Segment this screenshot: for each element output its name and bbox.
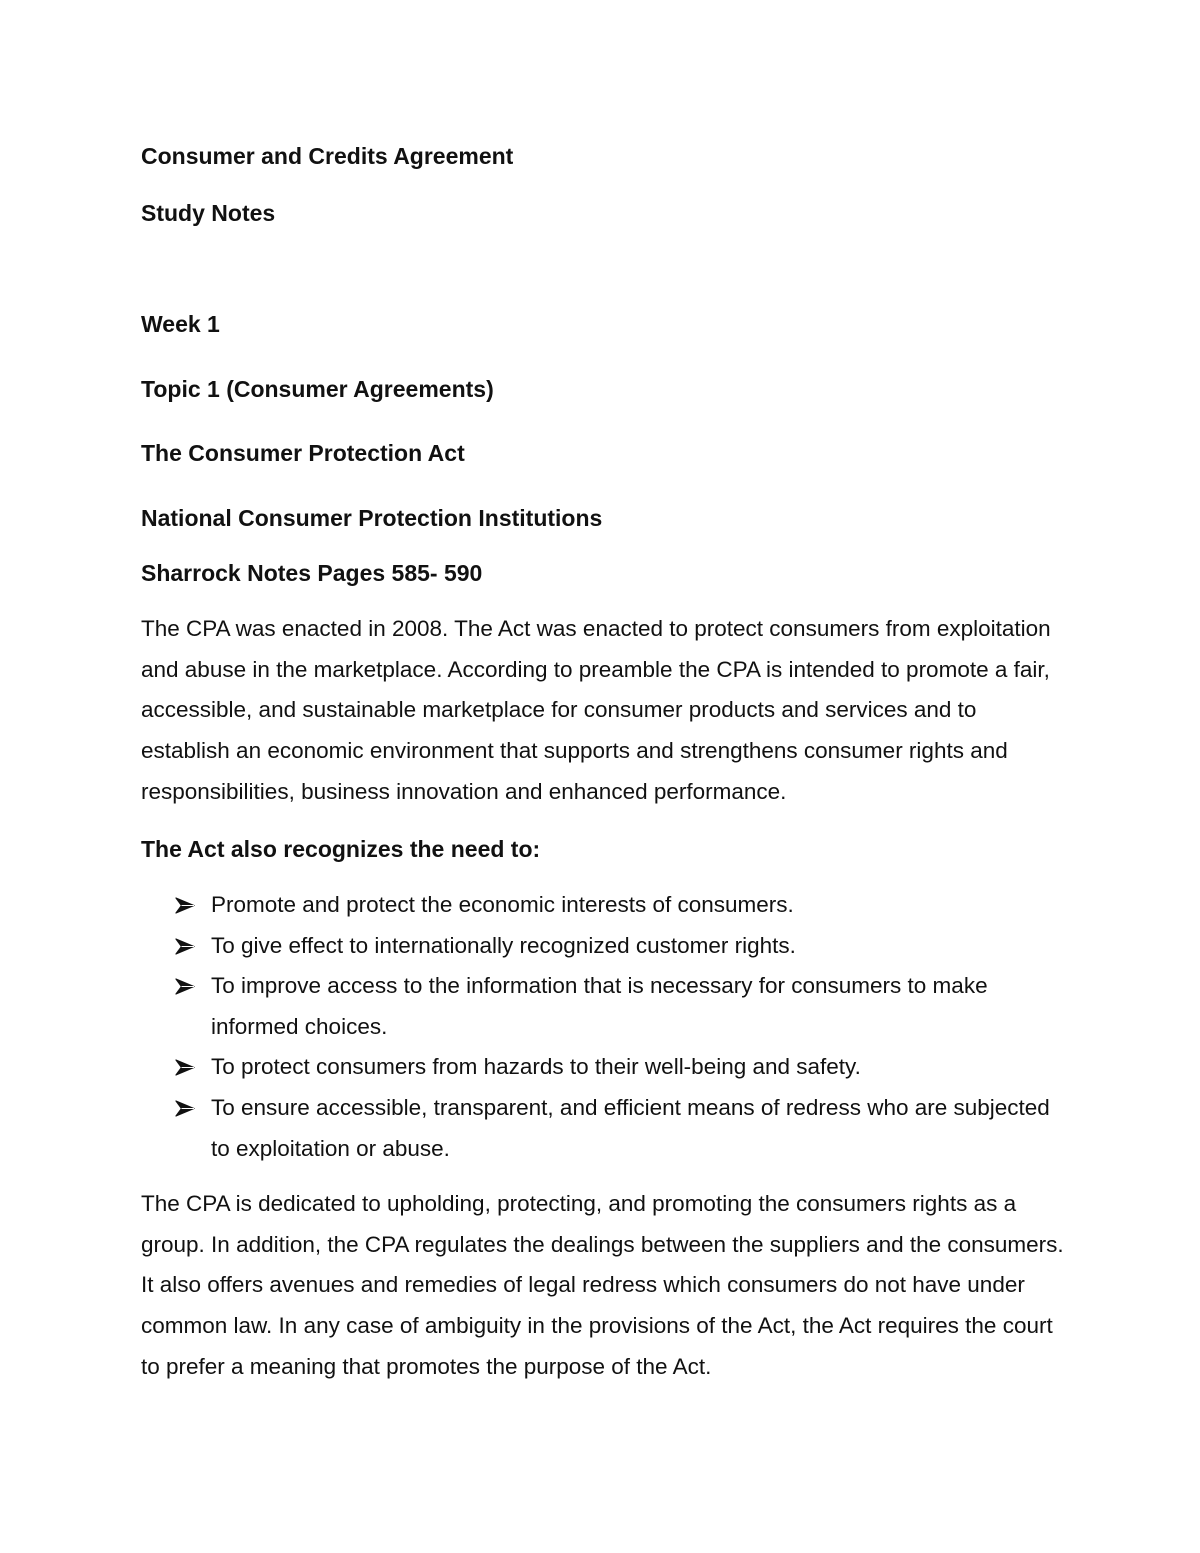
institutions-heading: National Consumer Protection Institutions xyxy=(141,505,603,531)
needs-list xyxy=(175,885,1055,1169)
reference-heading: Sharrock Notes Pages 585- 590 xyxy=(141,560,483,586)
arrow-bullet-icon xyxy=(175,926,197,966)
act-heading: The Consumer Protection Act xyxy=(141,440,465,466)
closing-paragraph-text: The CPA is dedicated to upholding, protecting, and promoting the consumers rights as a group. In addition, the CPA regulates the dealings between the suppliers and the consumers. It also offers avenues and remedies of legal redress which consumers do not have under common law. In any case of ambiguity in the provisions of the Act, the Act requires the court to prefer a meaning that promotes the purpose of the Act. xyxy=(141,1191,1064,1379)
needs-list-item xyxy=(175,926,1055,967)
week-heading: Week 1 xyxy=(141,311,220,337)
needs-list-item-text: To ensure accessible, transparent, and efficient means of redress who are subjected to exploitation or abuse. xyxy=(211,1094,1050,1161)
arrow-bullet-icon xyxy=(175,1088,197,1128)
needs-list-item-text: To improve access to the information that is necessary for consumers to make informed choices. xyxy=(211,973,988,1039)
arrow-bullet-icon xyxy=(175,966,197,1006)
needs-list-item xyxy=(175,1088,1055,1169)
intro-paragraph-text: The CPA was enacted in 2008. The Act was enacted to protect consumers from exploitation and abuse in the marketplace. According to preamble the CPA is intended to promote a fair, accessible, and sustainable marketplace for consumer products and services and to establish an economic environment that supports and strengthens consumer rights and responsibilities, business innovation and enhanced performance. xyxy=(141,616,1051,804)
needs-heading: The Act also recognizes the need to: xyxy=(141,836,541,862)
closing-paragraph xyxy=(141,1184,1066,1388)
document-subtitle: Study Notes xyxy=(141,200,276,226)
needs-list-item xyxy=(175,966,1055,1047)
needs-list-item-text: Promote and protect the economic interests of consumers. xyxy=(211,892,794,917)
needs-list-item-text: To protect consumers from hazards to their well-being and safety. xyxy=(211,1054,861,1080)
arrow-bullet-icon xyxy=(175,1047,197,1087)
document-title: Consumer and Credits Agreement xyxy=(141,143,514,169)
topic-heading: Topic 1 (Consumer Agreements) xyxy=(141,376,494,402)
needs-list-item xyxy=(175,885,1055,926)
needs-list-item xyxy=(175,1047,1055,1088)
needs-list-item-text: To give effect to internationally recognized customer rights. xyxy=(211,932,796,958)
intro-paragraph xyxy=(141,609,1066,813)
arrow-bullet-icon xyxy=(175,885,197,925)
